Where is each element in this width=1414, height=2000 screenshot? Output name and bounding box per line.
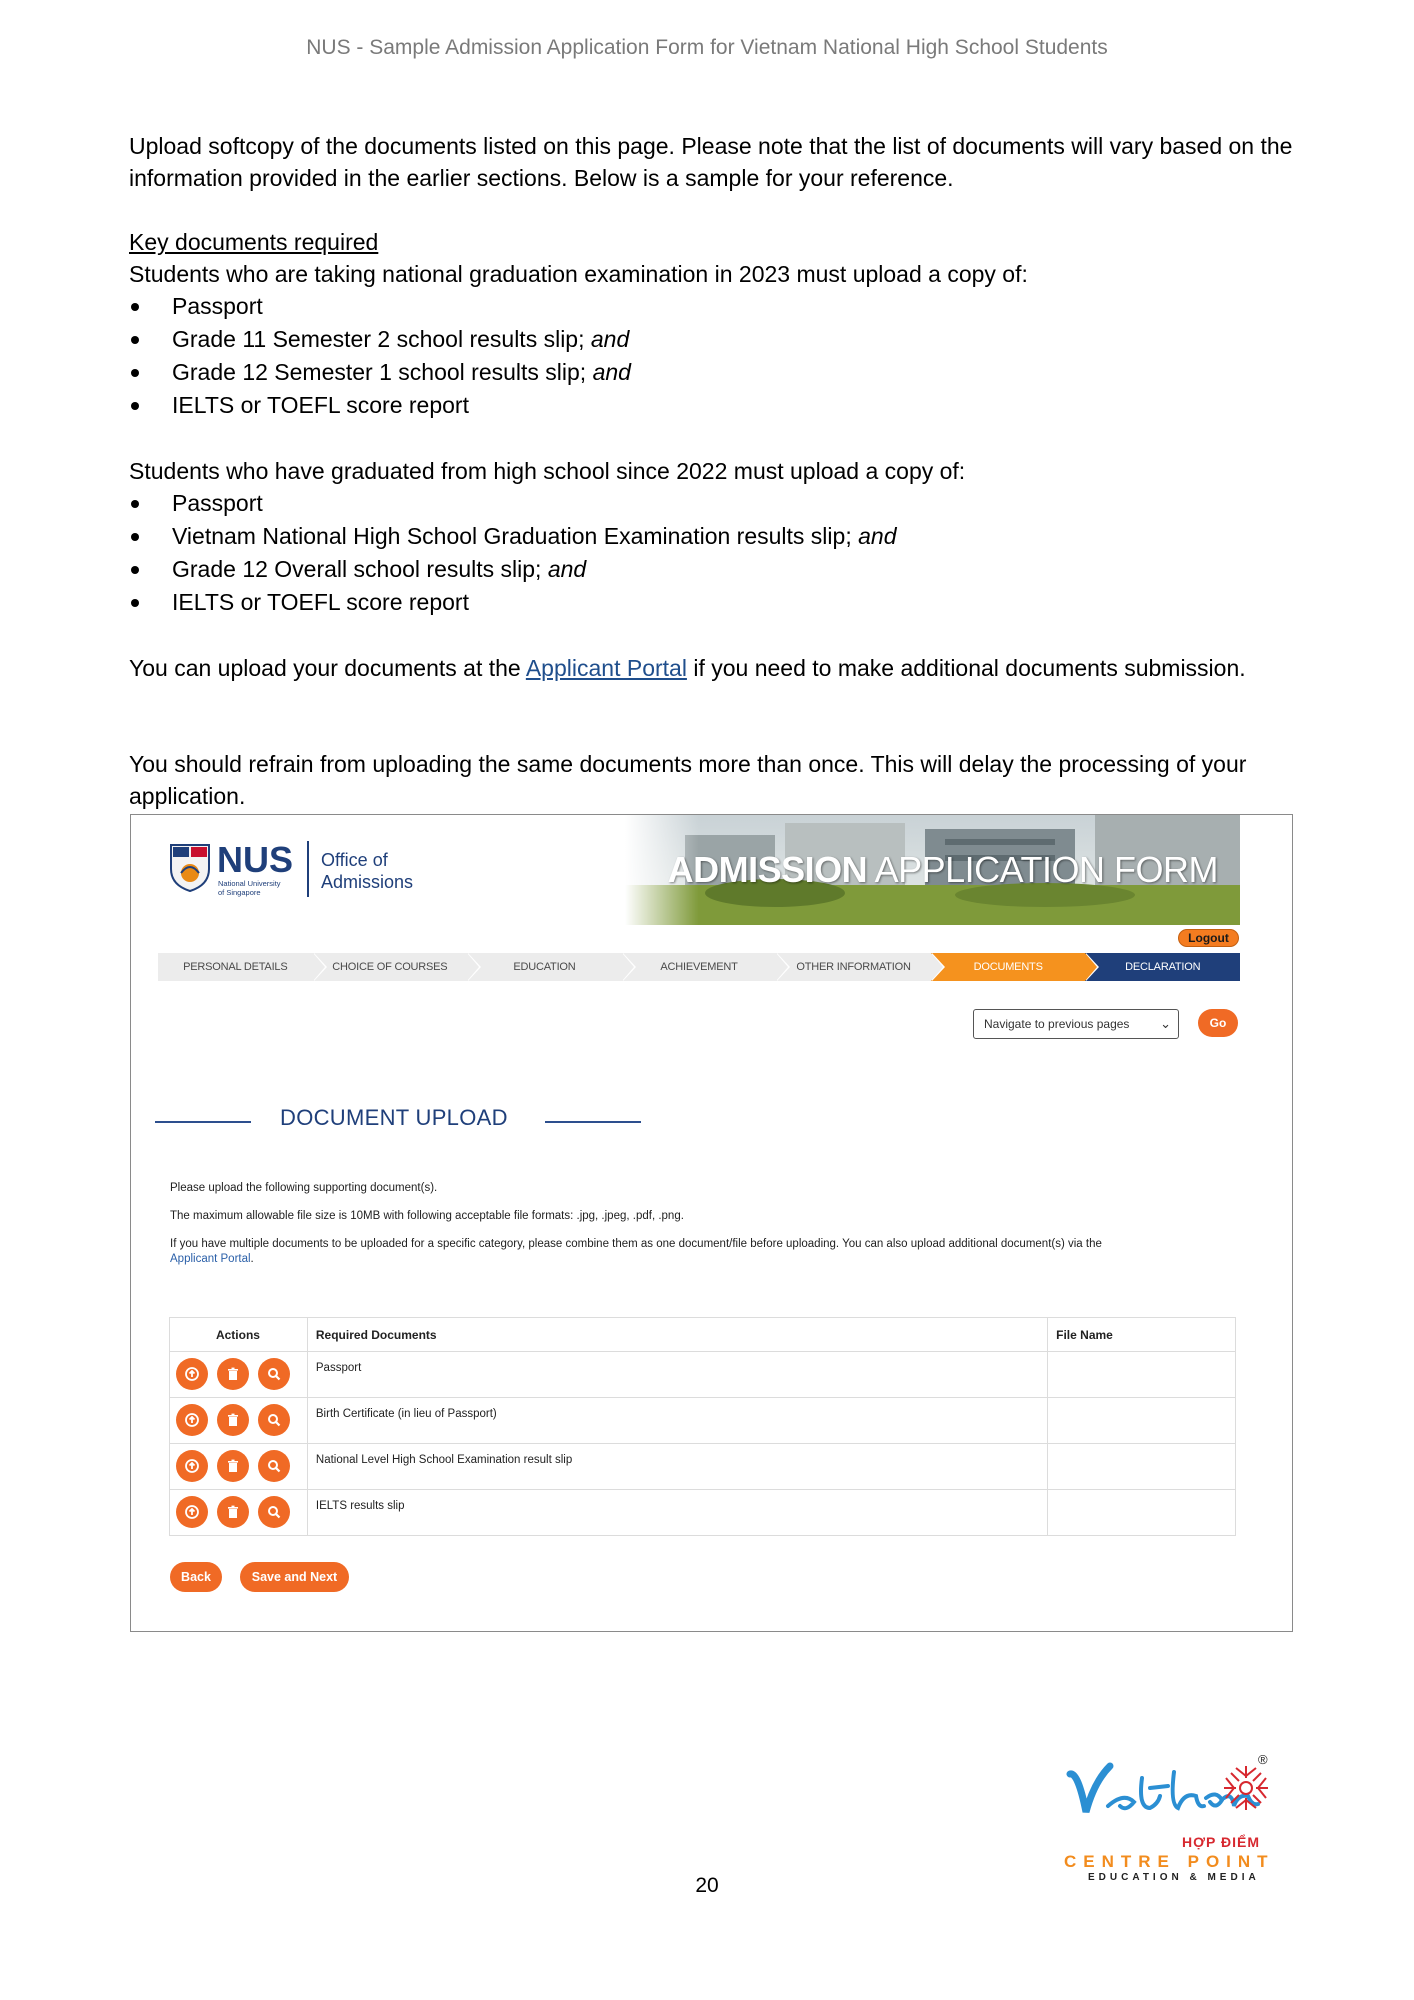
upload-note: You can upload your documents at the Applicant Portal if you need to make additional documents submission. — [129, 655, 1246, 681]
nus-logo — [169, 839, 429, 901]
step-declaration[interactable]: DECLARATION — [1085, 953, 1240, 981]
view-search-icon[interactable] — [258, 1450, 290, 1482]
document-name: National Level High School Examination result slip — [307, 1444, 1047, 1490]
form-screenshot — [130, 814, 1293, 1632]
step-documents[interactable]: DOCUMENTS — [931, 953, 1086, 981]
key-documents-section — [129, 226, 1299, 422]
admission-banner — [625, 815, 1240, 925]
view-search-icon[interactable] — [258, 1496, 290, 1528]
required-documents-table — [169, 1317, 1236, 1536]
delete-icon[interactable] — [217, 1450, 249, 1482]
list-item: Grade 12 Semester 1 school results slip; and — [129, 356, 1299, 389]
table-row — [170, 1444, 1236, 1490]
banner-title: ADMISSION APPLICATION FORM — [667, 849, 1218, 890]
navigate-previous-select[interactable]: Navigate to previous pages ⌄ — [973, 1009, 1179, 1039]
graduated-section — [129, 455, 1299, 619]
section-divider-left — [155, 1121, 251, 1123]
save-and-next-button[interactable]: Save and Next — [240, 1562, 349, 1592]
list-item: Vietnam National High School Graduation Examination results slip; and — [129, 520, 1299, 553]
nus-subtitle: National University of Singapore — [218, 879, 281, 897]
document-name: Passport — [307, 1352, 1047, 1398]
step-personal-details[interactable]: PERSONAL DETAILS — [158, 953, 313, 981]
group1-intro: Students who are taking national graduation examination in 2023 must upload a copy of: — [129, 261, 1028, 287]
row-actions — [170, 1352, 308, 1398]
upload-icon[interactable] — [176, 1404, 208, 1436]
chevron-down-icon: ⌄ — [1160, 1016, 1171, 1031]
section-divider-right — [545, 1121, 641, 1123]
group2-list — [129, 487, 1299, 619]
vietnam-script-logo-icon — [1064, 1752, 1284, 1842]
row-actions — [170, 1490, 308, 1536]
view-search-icon[interactable] — [258, 1358, 290, 1390]
registered-mark: ® — [1258, 1752, 1268, 1767]
intro-text: Upload softcopy of the documents listed on this page. Please note that the list of documents will vary based on the information provided in the earlier sections. Below is a sample for your reference. — [129, 133, 1293, 191]
file-name-cell — [1048, 1398, 1236, 1444]
delete-icon[interactable] — [217, 1358, 249, 1390]
group2-intro: Students who have graduated from high school since 2022 must upload a copy of: — [129, 458, 966, 484]
actions-header: Actions — [170, 1318, 308, 1352]
page-number: 20 — [695, 1874, 719, 1897]
upload-icon[interactable] — [176, 1358, 208, 1390]
list-item: Grade 12 Overall school results slip; and — [129, 553, 1299, 586]
table-row — [170, 1398, 1236, 1444]
running-header: NUS - Sample Admission Application Form for Vietnam National High School Students — [306, 36, 1108, 59]
upload-icon[interactable] — [176, 1496, 208, 1528]
step-education[interactable]: EDUCATION — [467, 953, 622, 981]
file-name-cell — [1048, 1490, 1236, 1536]
list-item: Grade 11 Semester 2 school results slip; and — [129, 323, 1299, 356]
list-item: Passport — [129, 487, 1299, 520]
brand-hop-diem: HỢP ĐIỂM — [1182, 1834, 1261, 1850]
document-upload-title: DOCUMENT UPLOAD — [280, 1105, 508, 1130]
table-row — [170, 1490, 1236, 1536]
step-achievement[interactable]: ACHIEVEMENT — [622, 953, 777, 981]
logout-button[interactable]: Logout — [1178, 929, 1239, 947]
key-documents-heading: Key documents required — [129, 229, 379, 255]
file-name-cell — [1048, 1444, 1236, 1490]
file-name-header: File Name — [1048, 1318, 1236, 1352]
go-button[interactable]: Go — [1198, 1009, 1238, 1037]
applicant-portal-link[interactable]: Applicant Portal — [525, 655, 687, 681]
brand-centre-point: CENTRE POINT — [1064, 1852, 1275, 1871]
vietnam-centre-point-logo — [1064, 1752, 1284, 1887]
nus-wordmark: NUS — [217, 839, 294, 880]
table-row — [170, 1352, 1236, 1398]
intro-paragraph — [129, 130, 1299, 194]
row-actions — [170, 1398, 308, 1444]
nus-crest-icon — [169, 843, 211, 893]
list-item: IELTS or TOEFL score report — [129, 389, 1299, 422]
step-choice-of-courses[interactable]: CHOICE OF COURSES — [313, 953, 468, 981]
brand-education-media: EDUCATION & MEDIA — [1088, 1872, 1260, 1883]
refrain-note: You should refrain from uploading the same documents more than once. This will delay the processing of your application. — [129, 751, 1247, 809]
office-of-admissions: Office of Admissions — [321, 850, 414, 892]
document-name: IELTS results slip — [307, 1490, 1047, 1536]
step-other-information[interactable]: OTHER INFORMATION — [776, 953, 931, 981]
file-name-cell — [1048, 1352, 1236, 1398]
list-item: IELTS or TOEFL score report — [129, 586, 1299, 619]
group1-list — [129, 290, 1299, 422]
delete-icon[interactable] — [217, 1496, 249, 1528]
back-button[interactable]: Back — [170, 1562, 222, 1592]
required-documents-header: Required Documents — [307, 1318, 1047, 1352]
upload-icon[interactable] — [176, 1450, 208, 1482]
applicant-portal-link[interactable]: Applicant Portal — [170, 1253, 251, 1265]
logo-divider — [307, 841, 309, 897]
upload-instructions: Please upload the following supporting document(s). The maximum allowable file size is 10MB with following acceptable file formats: .jpg, .jpeg, .pdf, .png. If you have multiple documents to be uploaded for a specific category, please combine them as one document/file before uploading. You can also upload additional document(s) via the Applicant Portal. — [170, 1182, 1102, 1265]
view-search-icon[interactable] — [258, 1404, 290, 1436]
progress-steps — [158, 953, 1240, 981]
list-item: Passport — [129, 290, 1299, 323]
delete-icon[interactable] — [217, 1404, 249, 1436]
document-name: Birth Certificate (in lieu of Passport) — [307, 1398, 1047, 1444]
row-actions — [170, 1444, 308, 1490]
